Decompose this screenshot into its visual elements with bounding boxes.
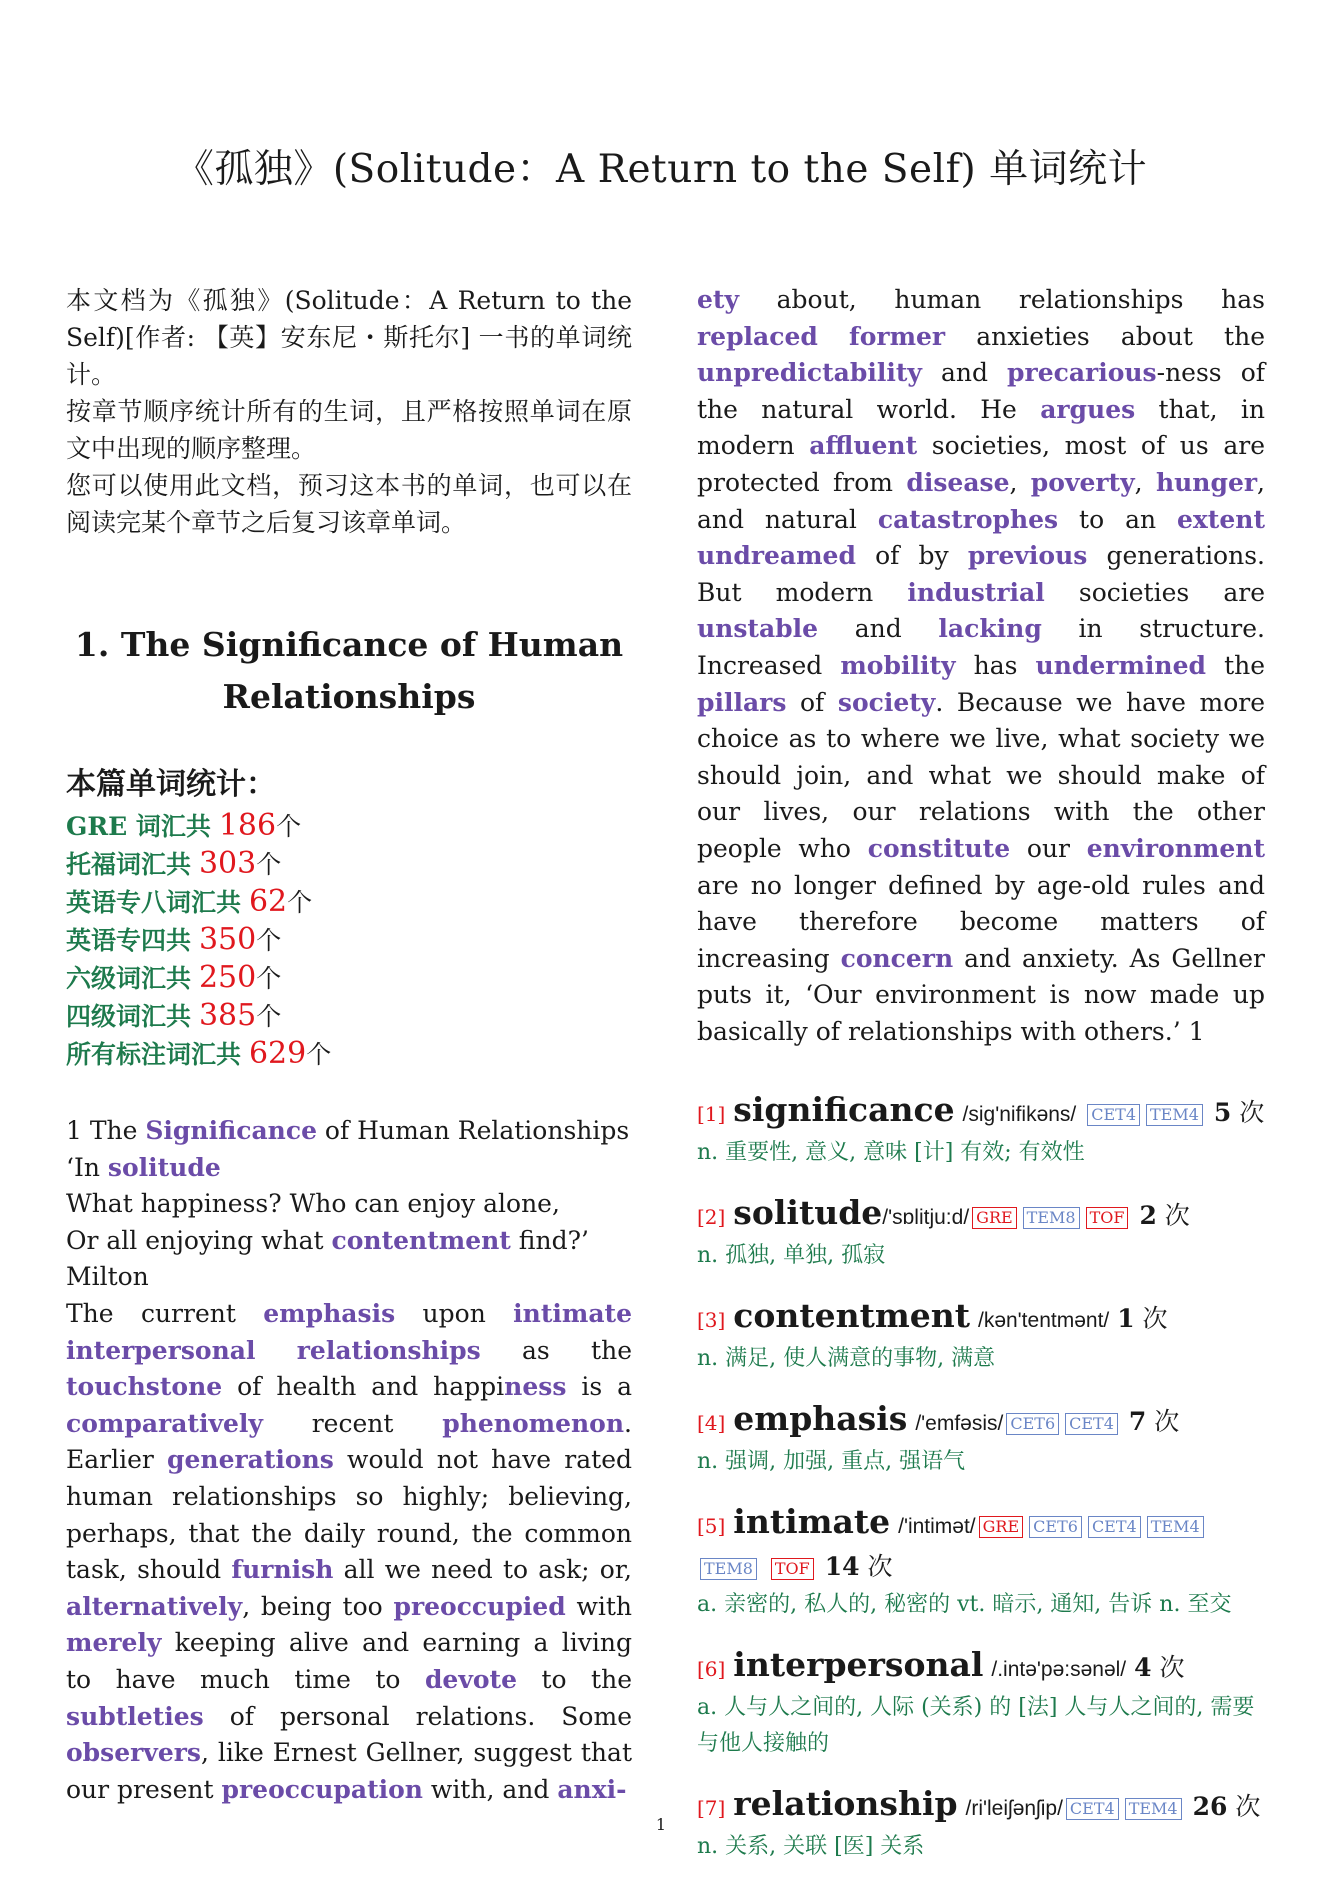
- document-title: 《孤独》(Solitude：A Return to the Self) 单词统计: [174, 147, 1148, 192]
- highlighted-word: concern: [840, 943, 954, 973]
- highlighted-word: Significance: [145, 1116, 317, 1145]
- intro: [66, 282, 632, 541]
- highlighted-word: mobility: [840, 650, 956, 680]
- tag-badge: CET4: [1065, 1413, 1118, 1435]
- text-run: 1 The: [66, 1116, 146, 1145]
- stat-count: 62: [248, 884, 288, 919]
- highlighted-word: hunger: [1155, 467, 1258, 497]
- text-run: ‘In: [66, 1152, 108, 1182]
- entry-definition: n. 关系, 关联 [医] 关系: [697, 1834, 925, 1860]
- entry-count: 4: [1134, 1653, 1152, 1683]
- text-run: has: [955, 650, 1036, 680]
- stat-count: 385: [198, 998, 257, 1033]
- text-run: of health and happi: [222, 1372, 505, 1402]
- highlighted-word: undermined: [1035, 650, 1206, 680]
- page-number: 1: [655, 1815, 667, 1834]
- vocab-entry: [697, 1502, 1265, 1623]
- highlighted-word: affluent: [809, 431, 918, 461]
- intro-paragraph: 本文档为《孤独》(Solitude：A Return to the Self)[作者: 【英】安东尼・斯托尔] 一书的单词统计。: [66, 286, 632, 389]
- text-run: and anxiety. As Gellner puts it, ‘Our environment is now made up basically of relationships with others.’ 1: [697, 943, 1265, 1046]
- stat-row: [66, 807, 632, 845]
- entry-definition: a. 人与人之间的, 人际 (关系) 的 [法] 人与人之间的, 需要与他人接触的: [697, 1695, 1255, 1757]
- entry-phonetic: /.intə'pə:sənəl/: [991, 1658, 1127, 1682]
- highlighted-word: contentment: [331, 1225, 511, 1255]
- highlighted-word: alternatively: [66, 1591, 243, 1621]
- entry-count: 26: [1192, 1792, 1228, 1822]
- entry-phonetic: /sig'nifikəns/: [962, 1103, 1077, 1127]
- highlighted-word: furnish: [231, 1555, 334, 1585]
- entry-phonetic: /'sɒlitju:d/: [882, 1206, 970, 1230]
- entry-phonetic: /'intimət/: [898, 1515, 976, 1539]
- text-run: generations. But modern: [697, 541, 1265, 607]
- vocab-list: [697, 1090, 1265, 1865]
- text-run: of: [786, 687, 838, 717]
- highlighted-word: anxi-: [557, 1774, 627, 1804]
- highlighted-word: former: [848, 321, 946, 351]
- text-run: keeping alive and earning a living to have much time to: [66, 1628, 632, 1694]
- text-run: The current: [66, 1298, 264, 1328]
- entry-definition: n. 满足, 使人满意的事物, 满意: [697, 1346, 996, 1372]
- vocab-entry: [697, 1645, 1265, 1762]
- left-column: [66, 282, 632, 1808]
- entry-count-unit: 次: [1154, 1407, 1180, 1437]
- source-text: [66, 1113, 632, 1808]
- entry-head: [697, 1502, 1265, 1587]
- highlighted-word: solitude: [107, 1152, 221, 1182]
- tag-badge: TEM4: [1125, 1798, 1182, 1820]
- text-run: Or all enjoying what: [66, 1225, 332, 1255]
- chapter-title: 1. The Significance of Human Relationships: [74, 625, 624, 716]
- text-run: to an: [1058, 504, 1177, 534]
- stat-label: 所有标注词汇共: [66, 1040, 242, 1069]
- highlighted-word: unpredictability: [697, 358, 922, 388]
- stat-unit: 个: [256, 850, 282, 879]
- highlighted-word: relationships: [296, 1335, 481, 1365]
- highlighted-word: interpersonal: [66, 1335, 256, 1365]
- vocab-entry: [697, 1090, 1265, 1171]
- text-run: of personal relations. Some: [203, 1701, 632, 1731]
- entry-count: 7: [1128, 1407, 1147, 1437]
- highlighted-word: catastrophes: [877, 504, 1059, 534]
- highlighted-word: poverty: [1030, 467, 1135, 497]
- text-run: , like Ernest Gellner, suggest that our present: [66, 1738, 632, 1804]
- highlighted-word: society: [837, 687, 936, 717]
- highlighted-word: ness: [504, 1372, 567, 1402]
- stat-label: 六级词汇共: [66, 964, 192, 993]
- intro-paragraph: 按章节顺序统计所有的生词，且严格按照单词在原文中出现的顺序整理。: [66, 397, 632, 463]
- highlighted-word: undreamed: [697, 541, 856, 571]
- highlighted-word: subtleties: [66, 1701, 204, 1731]
- text-run: with, and: [422, 1774, 558, 1804]
- entry-definition: n. 孤独, 单独, 孤寂: [697, 1243, 886, 1269]
- stat-unit: 个: [256, 1002, 282, 1031]
- text-run: of by: [855, 541, 968, 571]
- text-run: ,: [1009, 467, 1031, 497]
- entry-word: intimate: [733, 1502, 891, 1542]
- entry-phonetic: /kən'tentmənt/: [977, 1309, 1110, 1333]
- entry-word: emphasis: [733, 1399, 908, 1439]
- stat-unit: 个: [256, 926, 282, 955]
- text-run: upon: [395, 1298, 514, 1328]
- tag-badge: TEM4: [1146, 1104, 1203, 1126]
- highlighted-word: generations: [167, 1445, 334, 1475]
- text-run: our: [1010, 833, 1087, 863]
- tag-badge: CET4: [1088, 1516, 1141, 1538]
- text-run: ,: [1134, 467, 1156, 497]
- highlighted-word: phenomenon: [442, 1408, 625, 1438]
- text-run: the: [1205, 650, 1266, 680]
- entry-count-unit: 次: [1235, 1792, 1261, 1822]
- text-line: Milton: [66, 1262, 149, 1292]
- highlighted-word: preoccupation: [221, 1774, 423, 1804]
- stat-unit: 个: [306, 1040, 332, 1069]
- highlighted-word: previous: [967, 541, 1088, 571]
- stat-count: 629: [248, 1036, 307, 1071]
- entry-number: [3]: [697, 1308, 726, 1333]
- highlighted-word: constitute: [867, 833, 1011, 863]
- text-line: [66, 1113, 632, 1150]
- entry-count: 14: [824, 1552, 860, 1582]
- highlighted-word: environment: [1086, 833, 1265, 863]
- text-run: are no longer defined by age-old rules and have therefore become matters of increasing: [697, 870, 1265, 973]
- text-run: . Because we have more choice as to where we live, what society we should join, and what we should make of our lives, our relations with the other people who: [697, 687, 1265, 863]
- entry-word: interpersonal: [733, 1645, 984, 1685]
- stats-list: [66, 807, 632, 1073]
- highlighted-word: lacking: [938, 614, 1042, 644]
- highlighted-word: industrial: [907, 577, 1045, 607]
- stat-row: [66, 921, 632, 959]
- highlighted-word: pillars: [697, 687, 787, 717]
- stat-unit: 个: [256, 964, 282, 993]
- highlighted-word: intimate: [513, 1298, 632, 1328]
- entry-head: [697, 1399, 1265, 1444]
- text-run: that, in modern: [697, 394, 1265, 461]
- vocab-entry: [697, 1193, 1265, 1274]
- highlighted-word: devote: [424, 1664, 517, 1694]
- source-text-continued: [697, 282, 1265, 1050]
- text-run: -ness of the natural world. He: [697, 358, 1265, 424]
- highlighted-word: observers: [66, 1738, 201, 1768]
- text-run: [255, 1336, 296, 1365]
- entry-number: [6]: [697, 1657, 726, 1682]
- stat-row: [66, 997, 632, 1035]
- stat-count: 250: [198, 960, 257, 995]
- stat-label: 英语专四共: [66, 926, 192, 955]
- entry-number: [4]: [697, 1411, 726, 1436]
- entry-definition: n. 重要性, 意义, 意味 [计] 有效; 有效性: [697, 1140, 1085, 1166]
- text-run: as the: [480, 1335, 632, 1365]
- highlighted-word: ety: [697, 285, 739, 314]
- entry-count: 1: [1117, 1304, 1135, 1334]
- entry-count-unit: 次: [867, 1552, 893, 1582]
- stat-label: 四级词汇共: [66, 1002, 192, 1031]
- stat-count: 350: [198, 922, 257, 957]
- highlighted-word: touchstone: [66, 1372, 223, 1402]
- entry-count-unit: 次: [1164, 1201, 1190, 1231]
- tag-badge: TEM8: [1023, 1207, 1080, 1229]
- text-run: societies, most of us are protected from: [697, 431, 1265, 497]
- stat-row: [66, 883, 632, 921]
- tag-badge: TOF: [771, 1558, 814, 1580]
- tag-badge: CET6: [1006, 1413, 1059, 1435]
- entry-head: [697, 1193, 1265, 1238]
- text-run: to the: [517, 1664, 632, 1694]
- stat-row: [66, 845, 632, 883]
- stat-count: 186: [218, 808, 277, 843]
- text-run: . Earlier: [66, 1408, 632, 1475]
- right-column: [697, 282, 1265, 1887]
- highlighted-word: comparatively: [66, 1408, 263, 1438]
- entry-head: [697, 1645, 1265, 1690]
- entry-number: [5]: [697, 1514, 726, 1539]
- tag-badge: CET4: [1087, 1104, 1140, 1126]
- tag-badge: TEM8: [700, 1558, 757, 1580]
- stat-unit: 个: [287, 888, 313, 917]
- entry-word: relationship: [733, 1784, 958, 1824]
- entry-word: solitude: [733, 1193, 883, 1233]
- stat-label: 托福词汇共: [66, 850, 192, 879]
- entry-definition: a. 亲密的, 私人的, 秘密的 vt. 暗示, 通知, 告诉 n. 至交: [697, 1592, 1232, 1618]
- paragraph: [66, 1299, 632, 1804]
- vocab-entry: [697, 1399, 1265, 1480]
- entry-phonetic: /'emfəsis/: [915, 1412, 1004, 1436]
- tag-badge: TEM4: [1147, 1516, 1204, 1538]
- text-run: is a: [566, 1372, 632, 1402]
- stat-label: GRE 词汇共: [66, 812, 211, 841]
- highlighted-word: unstable: [697, 614, 819, 644]
- text-run: find?’: [510, 1225, 589, 1255]
- stat-count: 303: [198, 846, 257, 881]
- entry-phonetic: /ri'leiʃənʃip/: [965, 1797, 1063, 1821]
- text-line: What happiness? Who can enjoy alone,: [66, 1189, 560, 1219]
- stat-row: [66, 959, 632, 997]
- text-run: about, human relationships has: [738, 285, 1265, 314]
- entry-word: contentment: [733, 1296, 971, 1336]
- highlighted-word: merely: [66, 1628, 162, 1658]
- entry-head: [697, 1296, 1265, 1341]
- stat-unit: 个: [276, 812, 302, 841]
- text-run: [818, 322, 849, 351]
- entry-definition: n. 强调, 加强, 重点, 强语气: [697, 1449, 966, 1475]
- text-run: and: [921, 358, 1008, 388]
- text-run: recent: [262, 1408, 443, 1438]
- entry-count-unit: 次: [1239, 1098, 1265, 1128]
- highlighted-word: preoccupied: [393, 1591, 566, 1621]
- text-run: of Human Relationships: [316, 1116, 630, 1145]
- text-run: with: [565, 1591, 632, 1621]
- tag-badge: GRE: [979, 1516, 1024, 1538]
- text-run: in structure. Increased: [697, 614, 1266, 680]
- vocab-entry: [697, 1296, 1265, 1377]
- text-run: and: [818, 614, 939, 644]
- entry-word: significance: [733, 1090, 955, 1130]
- text-run: would not have rated human relationships so highly; believing, perhaps, that the daily round, the common task, should: [66, 1445, 632, 1585]
- stats-heading: 本篇单词统计：: [66, 767, 276, 802]
- highlighted-word: disease: [906, 467, 1010, 497]
- entry-number: [7]: [697, 1796, 726, 1821]
- highlighted-word: extent: [1177, 504, 1265, 534]
- text-run: all we need to ask; or,: [333, 1555, 633, 1585]
- tag-badge: CET4: [1066, 1798, 1119, 1820]
- text-run: , being too: [242, 1591, 394, 1621]
- highlighted-word: precarious: [1007, 358, 1157, 388]
- entry-head: [697, 1090, 1265, 1135]
- entry-number: [1]: [697, 1102, 726, 1127]
- text-line: [66, 1223, 632, 1260]
- highlighted-word: argues: [1040, 394, 1136, 424]
- stat-label: 英语专八词汇共: [66, 888, 242, 917]
- tag-badge: CET6: [1029, 1516, 1082, 1538]
- tag-badge: GRE: [972, 1207, 1017, 1229]
- entry-count: 5: [1213, 1098, 1232, 1128]
- text-run: societies are: [1044, 577, 1265, 607]
- text-run: , and natural: [697, 467, 1265, 534]
- tag-badge: TOF: [1086, 1207, 1129, 1229]
- entry-count-unit: 次: [1142, 1304, 1168, 1334]
- intro-paragraph: 您可以使用此文档，预习这本书的单词，也可以在阅读完某个章节之后复习该章单词。: [66, 471, 632, 537]
- entry-number: [2]: [697, 1205, 726, 1230]
- entry-count-unit: 次: [1159, 1653, 1185, 1683]
- entry-count: 2: [1139, 1201, 1157, 1231]
- highlighted-word: emphasis: [263, 1298, 396, 1328]
- text-line: [66, 1150, 632, 1187]
- stat-row: [66, 1035, 632, 1073]
- text-run: anxieties about the: [945, 321, 1265, 351]
- highlighted-word: replaced: [697, 321, 818, 351]
